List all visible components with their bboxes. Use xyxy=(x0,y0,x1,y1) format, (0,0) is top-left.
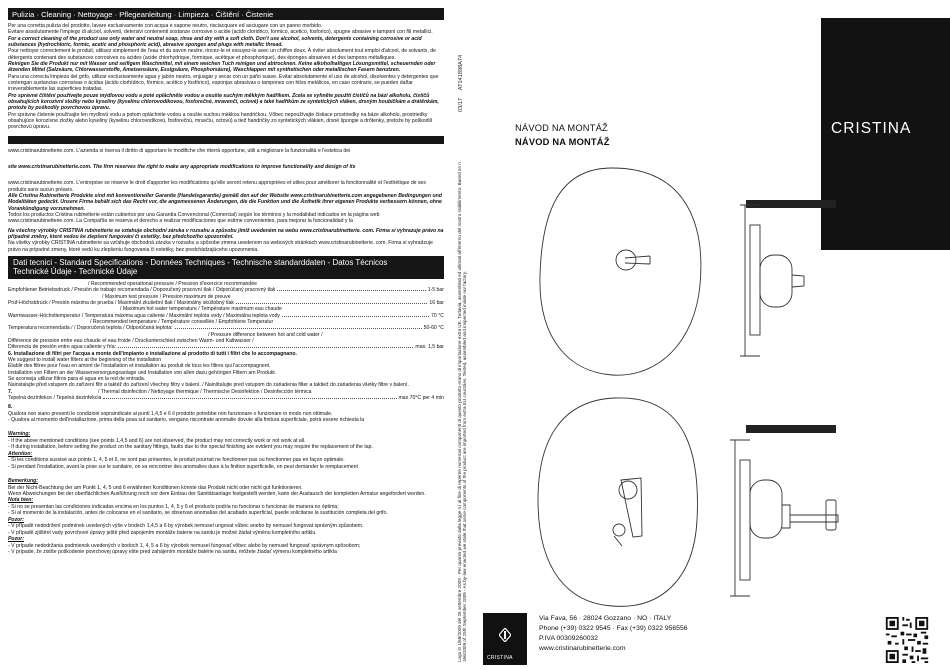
pozor-sk-text: - V prípade nedodržania podmienok uvedených v bodoch 1, 4, 5 a 6 by výrobok nemusel fungovať vôbec alebo by nemusel fungovať správnym spôsobom; - V prípade, že zistíte poškodenie povrchovej úpravy ešte pred zahájením montáže batérie na sanitu, môžete žiadať výmenu kompletného artikla xyxy=(8,542,361,556)
lever-1 xyxy=(625,256,650,264)
manual-title: NÁVOD NA MONTÁŽ xyxy=(515,123,608,133)
diverter-stem xyxy=(614,536,622,546)
spec1-heading: / Recommended operational pressure / Pression d'exercice recommandée xyxy=(88,281,257,288)
lever-2 xyxy=(621,478,642,537)
spec5-text-a: Différence de pression entre eau chaude et eau froide / Druckunterschied zwischen Warm- und Kaltwasser / xyxy=(8,337,254,344)
nota-text: - Si no se presentan las condiciones indicadas encima en los puntos 1, 4, 5 y 6 el producto podría no funcionar o funcionar de manera no óptima; - Si al momento de la instalación, antes de colocarse en el sanitario, se observan anomalías del acabado superficial, puede solicitarse la sustitución completa del grifo. xyxy=(8,504,388,517)
import-legal-note: Logo in 1/66/2009 del 25 settembre 2009 - Per quanto previsto dalla legge n.l al fine di reperire numerosi componenti di questo prodotto erano di importazione extra UE. Tuttavia, assemblati ed ultimati all'interno del nostro stabilimento. Based on n. 166/2009 of 25th September 2009 - As by-law enacted we state that some components of the product are imported from extra EU countries. Tested, assembled and inspected inside our factory. xyxy=(457,160,468,662)
cleaning-text-en: For a correct cleaning of the product use only water and neutral soap, rinse and dry with a soft cloth. Don't use alcohol, solvents, detergents containing corrosive or acid substances (hydrochloric, formic, acetic and phosphoric acid), abrasive sponges and plugs with metallic thread. xyxy=(8,35,422,48)
diverter-knob xyxy=(613,524,625,536)
spec5-heading: / Pressure difference between hot and cold water / xyxy=(208,331,323,338)
cleaning-text-it: Per una corretta pulizia del prodotto, lavare esclusivamente con acqua e sapone neutro, risciacquare ed asciugare con un panno morbido. Evitare assolutamente l'impiego di alcool, solventi, detersivi contenenti sostanze corrosive o acide (acido cloridrico, formico, acetico, fosforico), spugne abrasive e tamponi con fili metallici. xyxy=(8,23,433,36)
cartridge-knob-2 xyxy=(619,481,637,499)
footer-logo xyxy=(483,613,527,665)
notice-text-cz: Na všechny výrobky CRISTINA rubinetterie se vztahuje obchodní záruka v rozsahu a způsobu jimiž uvedeném na webu www.cristinarubinetterie. com. Firma si vyhrazuje právo na případné změny, které vedou ke zlepšení fungování či estetiky, bez předchozího upozornění. xyxy=(8,227,444,240)
manual-title-bold: NÁVOD NA MONTÁŽ xyxy=(515,137,610,147)
spec3-heading: / Maximum hot water temperature / Température maximum eau chaude xyxy=(120,306,282,313)
spec3-row: Warmwasser-Höchsttemperatur / Temperatura máxima agua caliente / Maximální teplota vody / Maximálna teplota vody 70 °C xyxy=(8,312,444,319)
cleaning-text-fr: Pour nettoyer correctement le produit, utilisez simplement de l'eau et du savon neutre, rincez-le et essuyez-le avec un chiffon doux. À éviter absolument tout emploi d'alcool, de solvants, de détergents contenant des substances corrosives ou acides (acide chlorhydrique, formique, acétique et phosphorique), des éponges abrasives et des tampons métalliques. xyxy=(8,48,436,61)
spec2-row: Prüf-Höchstdruck / Presión máxima de prueba / Maximální zkušební tlak / Maximálny skúšobný tlak 16 bar xyxy=(8,300,444,307)
notice-text-es: Todos los productos Cristina rubinetterie están cubiertos por una Garantía Convencional (Comercial) según los términos y la modalidad indicados en la página web www.cristinarubinetterie.com. La Compañía se reserva el derecho a realizar modificaciones que estime convenientes, para mejorar la funcionalidad y la xyxy=(8,211,380,225)
spec1-row: Empfohlener Betriebsdruck / Presión de trabajo recomendada / Doporučený pracovní tlak / Odporúčaný pracovný tlak 1-5 bar xyxy=(8,287,444,294)
drawing-label-bar-1 xyxy=(746,200,836,208)
footer xyxy=(473,607,950,670)
warning-text: - If the above mentioned conditions (see points 1,4,5 and 6) are not observed, the product may not correctly work or not work at all. - If during installation, before setting the product on the sanitary fittings, faults due to the special finishing are evident you may require the replacement of the tap. xyxy=(8,437,373,451)
spec6-heading: 6. Installazione di filtri per l'acqua a monte dell'impianto e installazione al prodotto di tutti i filtri che lo accompagnano. xyxy=(8,350,297,357)
company-address: Via Fava, 56 · 28024 Gozzano · NO · ITALY Phone (+39) 0322 9545 · Fax (+39) 0322 956556 P.IVA 00309260032 www.cristinarubinetterie.com xyxy=(539,615,688,652)
notice-text-en: site www.cristinarubinetterie.com. The firm reserves the right to make any appropriate modifications to improve functionality and design of its xyxy=(8,163,356,170)
pozor-sk-heading: Pozor: xyxy=(8,536,24,543)
attention-heading: Attention: xyxy=(8,450,33,457)
cleaning-text-de: Reinigen Sie die Produkt nur mit Wasser und seifigem Waschmittel, mit einem weichen Tuch reinigen und abtrocknen. Keine alkoholhaltigen Lösungsmittel, scheuernden oder ätzenden Mittel (Salzsäure, Chlorwasserstoffe, Ameisensäure, Essigsäure, Phosphorsäure), Waschlappen mit synthetischen oder metallischen Fasern benutzen. xyxy=(8,60,436,74)
document-code: 03/17 AT141898A74 xyxy=(458,54,464,112)
section-heading-cleaning: Pulizia · Cleaning · Nettoyage · Pflegeanleitung · Limpieza · Čištění · Čistenie xyxy=(8,8,444,20)
spec2-heading: / Maximum test pressure / Pression maximum de preuve xyxy=(102,293,231,300)
pozor-cz-heading: Pozor: xyxy=(8,516,24,523)
specs-heading-line2: Technické Údaje - Technické Údaje xyxy=(13,267,138,277)
warning-heading: Warning: xyxy=(8,431,31,438)
spec5-row: Diferencia de presión entre agua caliente y fría: max. 1,5 bar xyxy=(8,344,444,351)
side-handle-2 xyxy=(826,500,836,530)
side-bracket-2 xyxy=(730,440,750,596)
side-bracket-1 xyxy=(740,205,760,356)
cristina-symbol-icon xyxy=(499,628,511,642)
footer-logo-text: CRISTINA xyxy=(487,655,513,661)
side-lever-1 xyxy=(792,275,804,287)
spec8-number: 8. xyxy=(8,404,13,411)
section-heading-blank xyxy=(8,136,444,144)
side-spout-2 xyxy=(790,515,838,522)
spec6-text: We suggest to install water filters at the beginning of the installation Établir des filtres pour l'eau en amont de l'installation et installation au produit de tous les filtres qui l'accompagnent. Installation von Filtern an der Wasserversorgungsanlage und Installation von allen dazu gehörigen Filtern am Produkt. Se aconseja utilizar filtros para el agua en la red de entrada. Nainstalujte před vstupem do zařízení filtr a taktéž do zařízení všechny filtry v balení. / Nainštalujte pred vstupom do zariadenia filter a taktiež do zariadenia všetky filtre v balení. xyxy=(8,356,409,389)
attention-text: - Si les conditions susvisé aux points 1, 4, 5 et 6, ne sont pas présentes, le produit pourrait ne fonctionner pas ou fonctionner pas en façon optimale. - Si pendant l'installation, avant la pose sur le sanitaire, on va rencontrer des anomalies dues à la finition superficielle, on peut demander le remplacement xyxy=(8,457,358,470)
cleaning-text-sk: Pre správne čistenie používajte len mydlovú vodu a potom opláchnite vodou a osušte suchou mäkkou handričkou. Vôbec nepoužívajte čistiace prostriedky na báze alkoholu, prostriedky obsahujúce korozívne zložky alebo kyseliny (kyselinu chlorovodíkovú, fosforečnú, mravčiu, octovú) a tiež handričky zo syntetických vlákien, drsné špongie a drôtenky, pretože by poškodili povrchovú úpravu. xyxy=(8,111,432,131)
brand-logo-text: CRISTINA xyxy=(831,120,912,137)
qr-code-icon xyxy=(884,615,930,665)
instructions-column xyxy=(8,8,444,663)
drawing-label-bar-2 xyxy=(746,425,836,433)
section-heading-specs xyxy=(8,256,444,279)
spec7-heading: 7. / Thermal disinfection / Nettoyage thermique / Thermische Desinfektion / Desinfección térmica xyxy=(8,388,312,395)
nota-heading: Nota bien: xyxy=(8,497,34,504)
spec7-row: Tepelná dezinfekce / Tepelná dezinfekcia max 70°C per 4 min xyxy=(8,394,444,401)
brand-logo xyxy=(821,18,950,250)
notice-text-de: Alle Cristina Rubinetterie Produkte sind mit konventioneller Garantie (Handelsgarantie) gemäß den auf der Website www.cristinarubinetterie.com angegebenen Bedingungen und Modalitäten gedeckt. Unsere Firma behält sich das Recht vor, die angemessenen Änderungen, die die Funktion und die Ästhetik ihrer eigenen Produkte verbessern können, ohne Vorankündigung vorzunehmen. xyxy=(8,192,442,212)
side-plate-2 xyxy=(750,480,782,538)
spec4-row: Temperatura recomendada / / Doporučená teplota / Odporúčaná teplota: 50-60 °C xyxy=(8,325,444,332)
plate-front-1 xyxy=(540,168,701,375)
notice-text-it: www.cristinarubinetterie.com. L'azienda si riserva il diritto di apportare le modifiche che riterrà opportune, utili a migliorare la funzionalità e l'estetica dei xyxy=(8,147,351,154)
spec4-heading: / Recommended temperature / Température conseillée / Empfohlene Temperatur xyxy=(90,319,274,325)
plate-front-2 xyxy=(538,398,697,606)
side-body-2 xyxy=(740,460,750,580)
pozor-cz-text: - V případě nedodržení podmínek uvedených výše v bodech 1,4,5 a 6 by výrobek nemusel ungovat vůbec anebo by nemusel fungovat správným způsobem. - V případě zjištění vady povrchové úpravy ještě před zapojením montáže baterie na sanitu je možné žádat výměnu kompletního artiklu. xyxy=(8,523,364,536)
spec8-text: Qualora non siano presenti le condizioni sopraindicate ai punti 1,4,5 e 6 il prodotto potrebbe non funzionare o funzionare in modo non ottimale. - Qualora al momento dell'installazione, prima della posa sul sanitario, vengano riscontrate anomalie dovute alla finitura superficiale, potrà essere richiesta la xyxy=(8,410,365,423)
side-body-1 xyxy=(750,225,760,335)
cleaning-text-es: Para una correcta limpieza del grifo, utilizar exclusivamente agua y jabón neutro, enjuagar y secar con un paño suave. Evitar absolutamente el uso de alcohol, disolventes y detergentes que contengan sustancias corrosivas o ácidas (ácido clorhídrico, fórmico, acético y fosfórico), esponjas abrasivas o tampones con hilos metálicos, en caso contrario, se pueden dañar irreversiblemente las superficies tratadas. xyxy=(8,73,439,93)
notice-text-fr: www.cristinarubinetterie.com. L'entreprise se réserve le droit d'apporter les modifications qu'elle seront retenu appropriées et utiles pour améliorer la fonctionnalité et l'esthétique de ses produits sans aucun préavis. xyxy=(8,180,426,193)
specs-heading-line1: Dati tecnici - Standard Specifications - Données Techniques - Technische standarddaten - Datos Técnicos xyxy=(13,257,388,267)
cleaning-text-cz: Pro správné čištění používejte pouze mýdlovou vodu a poté opláchněte vodou a osušte suchým měkkým hadříkem. Zcela se vyhněte použití čističů na bázi alkoholu, čističů obsahujících korozivní složky nebo kyseliny (kyselinu chlorovodíkovou, fosforečné, mravenčí, octové) a také hadříkům ze syntetických vláken, drsným houbičkám a drátěnkám, protože by poškodily povrchovou úpravu. xyxy=(8,92,439,112)
side-plate-1 xyxy=(760,255,792,307)
notice-text-sk: Na všetky výrobky CRISTINA rubinetterie sa vzťahuje obchodná záruka v rozsahu a spôsobe zmena uvedenom na webových stránkach www.cristinarubinetterie. com. Firma si vyhradzuje právo na prípadné zmeny, ktoré vedú ku zlepšeniu fungovania či estetiky, bez predchádzajúceho upozornenia. xyxy=(8,240,433,253)
cartridge-knob-1 xyxy=(616,250,636,270)
bemerkung-heading: Bemerkung: xyxy=(8,477,38,484)
bemerkung-text: Bei der Nicht-Beachtung der am Punkt 1, 4, 5 und 6 erwähnten Konditionen könnte das Produkt nicht oder nicht gut funktionieren. Wenn Abweichungen bei der oberflächlichen Ausführung noch vor dem Einbau der Sanitätsanlage festgestellt werden, kann der Austausch der kompletten Armatur angefordert werden. xyxy=(8,484,426,497)
side-lever-2 xyxy=(782,505,790,528)
